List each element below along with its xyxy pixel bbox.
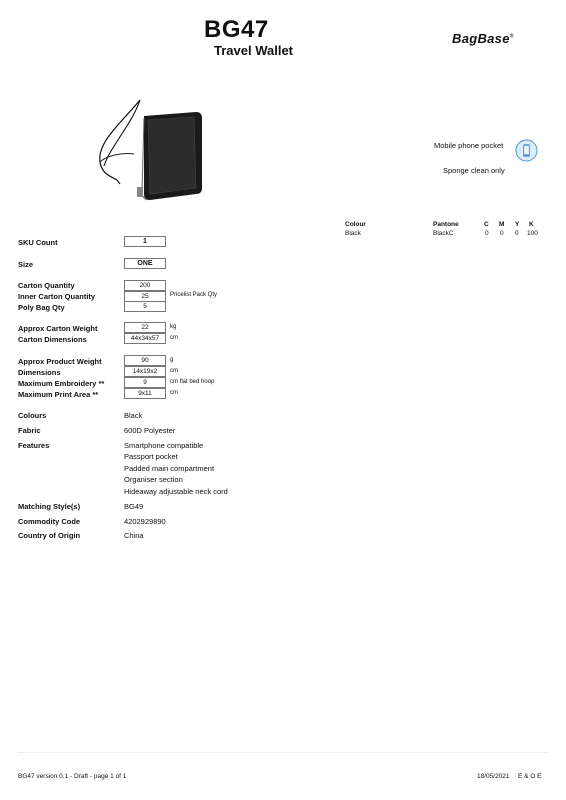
commodity-code-value: 4202929890 <box>124 517 166 526</box>
feature-item: Hideaway adjustable neck cord <box>124 487 228 496</box>
matching-style-value: BG49 <box>124 502 144 511</box>
c-value: 0 <box>485 230 489 237</box>
features-label: Features <box>18 441 50 450</box>
sku-count-value: 1 <box>124 236 166 247</box>
c-header: C <box>484 221 489 228</box>
footer-version: BG47 version 0.1 - Draft - page 1 of 1 <box>18 773 127 780</box>
carton-qty-value: 200 <box>124 280 166 291</box>
max-embroidery-value: 9 <box>124 377 166 388</box>
max-print-label: Maximum Print Area ** <box>18 390 99 399</box>
max-print-value: 9x11 <box>124 388 166 399</box>
pricelist-pack-qty-note: Pricelist Pack Qty <box>170 292 218 298</box>
product-weight-value: 90 <box>124 355 166 366</box>
sku-count-label: SKU Count <box>18 238 58 247</box>
colours-label: Colours <box>18 411 47 420</box>
carton-weight-value: 22 <box>124 322 166 333</box>
inner-carton-qty-label: Inner Carton Quantity <box>18 292 96 301</box>
max-print-unit: cm <box>170 390 178 396</box>
matching-style-label: Matching Style(s) <box>18 502 81 511</box>
size-label: Size <box>18 260 34 269</box>
y-value: 0 <box>515 230 519 237</box>
m-header: M <box>499 221 505 228</box>
colour-value: Black <box>345 230 361 237</box>
dimensions-label: Dimensions <box>18 368 61 377</box>
product-code: BG47 <box>204 16 269 43</box>
feature-item: Smartphone compatible <box>124 441 204 450</box>
max-embroidery-unit: cm flat bed hoop <box>170 379 215 385</box>
feature-item: Passport pocket <box>124 452 178 461</box>
brand-logo: BagBase® <box>452 31 514 46</box>
max-embroidery-label: Maximum Embroidery ** <box>18 379 105 388</box>
feature-item: Padded main compartment <box>124 464 215 473</box>
pantone-header: Pantone <box>433 221 459 228</box>
poly-bag-qty-label: Poly Bag Qty <box>18 303 65 312</box>
colour-header: Colour <box>345 221 366 228</box>
colours-value: Black <box>124 411 143 420</box>
mobile-pocket-feature: Mobile phone pocket <box>434 141 504 150</box>
size-value: ONE <box>124 258 166 269</box>
carton-weight-label: Approx Carton Weight <box>18 324 98 333</box>
footer-eoe: E & O E <box>518 773 542 780</box>
fabric-value: 600D Polyester <box>124 426 176 435</box>
country-of-origin-value: China <box>124 531 144 540</box>
k-value: 100 <box>527 230 538 237</box>
footer-divider <box>18 752 548 753</box>
sponge-clean-feature: Sponge clean only <box>443 166 505 175</box>
product-weight-label: Approx Product Weight <box>18 357 102 366</box>
carton-dims-value: 44x34x57 <box>124 333 166 344</box>
mobile-phone-icon <box>515 139 538 162</box>
product-name: Travel Wallet <box>214 43 293 58</box>
footer-date: 18/05/2021 <box>477 773 510 780</box>
product-image <box>92 92 222 212</box>
m-value: 0 <box>500 230 504 237</box>
commodity-code-label: Commodity Code <box>18 517 81 526</box>
inner-carton-qty-value: 25 <box>124 291 166 302</box>
dimensions-value: 14x19x2 <box>124 366 166 377</box>
poly-bag-qty-value: 5 <box>124 301 166 312</box>
carton-dims-label: Carton Dimensions <box>18 335 87 344</box>
carton-weight-unit: kg <box>170 324 177 330</box>
carton-qty-label: Carton Quantity <box>18 281 75 290</box>
pantone-value: BlackC <box>433 230 454 237</box>
carton-dims-unit: cm <box>170 335 178 341</box>
country-of-origin-label: Country of Origin <box>18 531 81 540</box>
fabric-label: Fabric <box>18 426 41 435</box>
product-weight-unit: g <box>170 357 174 363</box>
k-header: K <box>529 221 534 228</box>
feature-item: Organiser section <box>124 475 183 484</box>
y-header: Y <box>515 221 520 228</box>
dimensions-unit: cm <box>170 368 178 374</box>
